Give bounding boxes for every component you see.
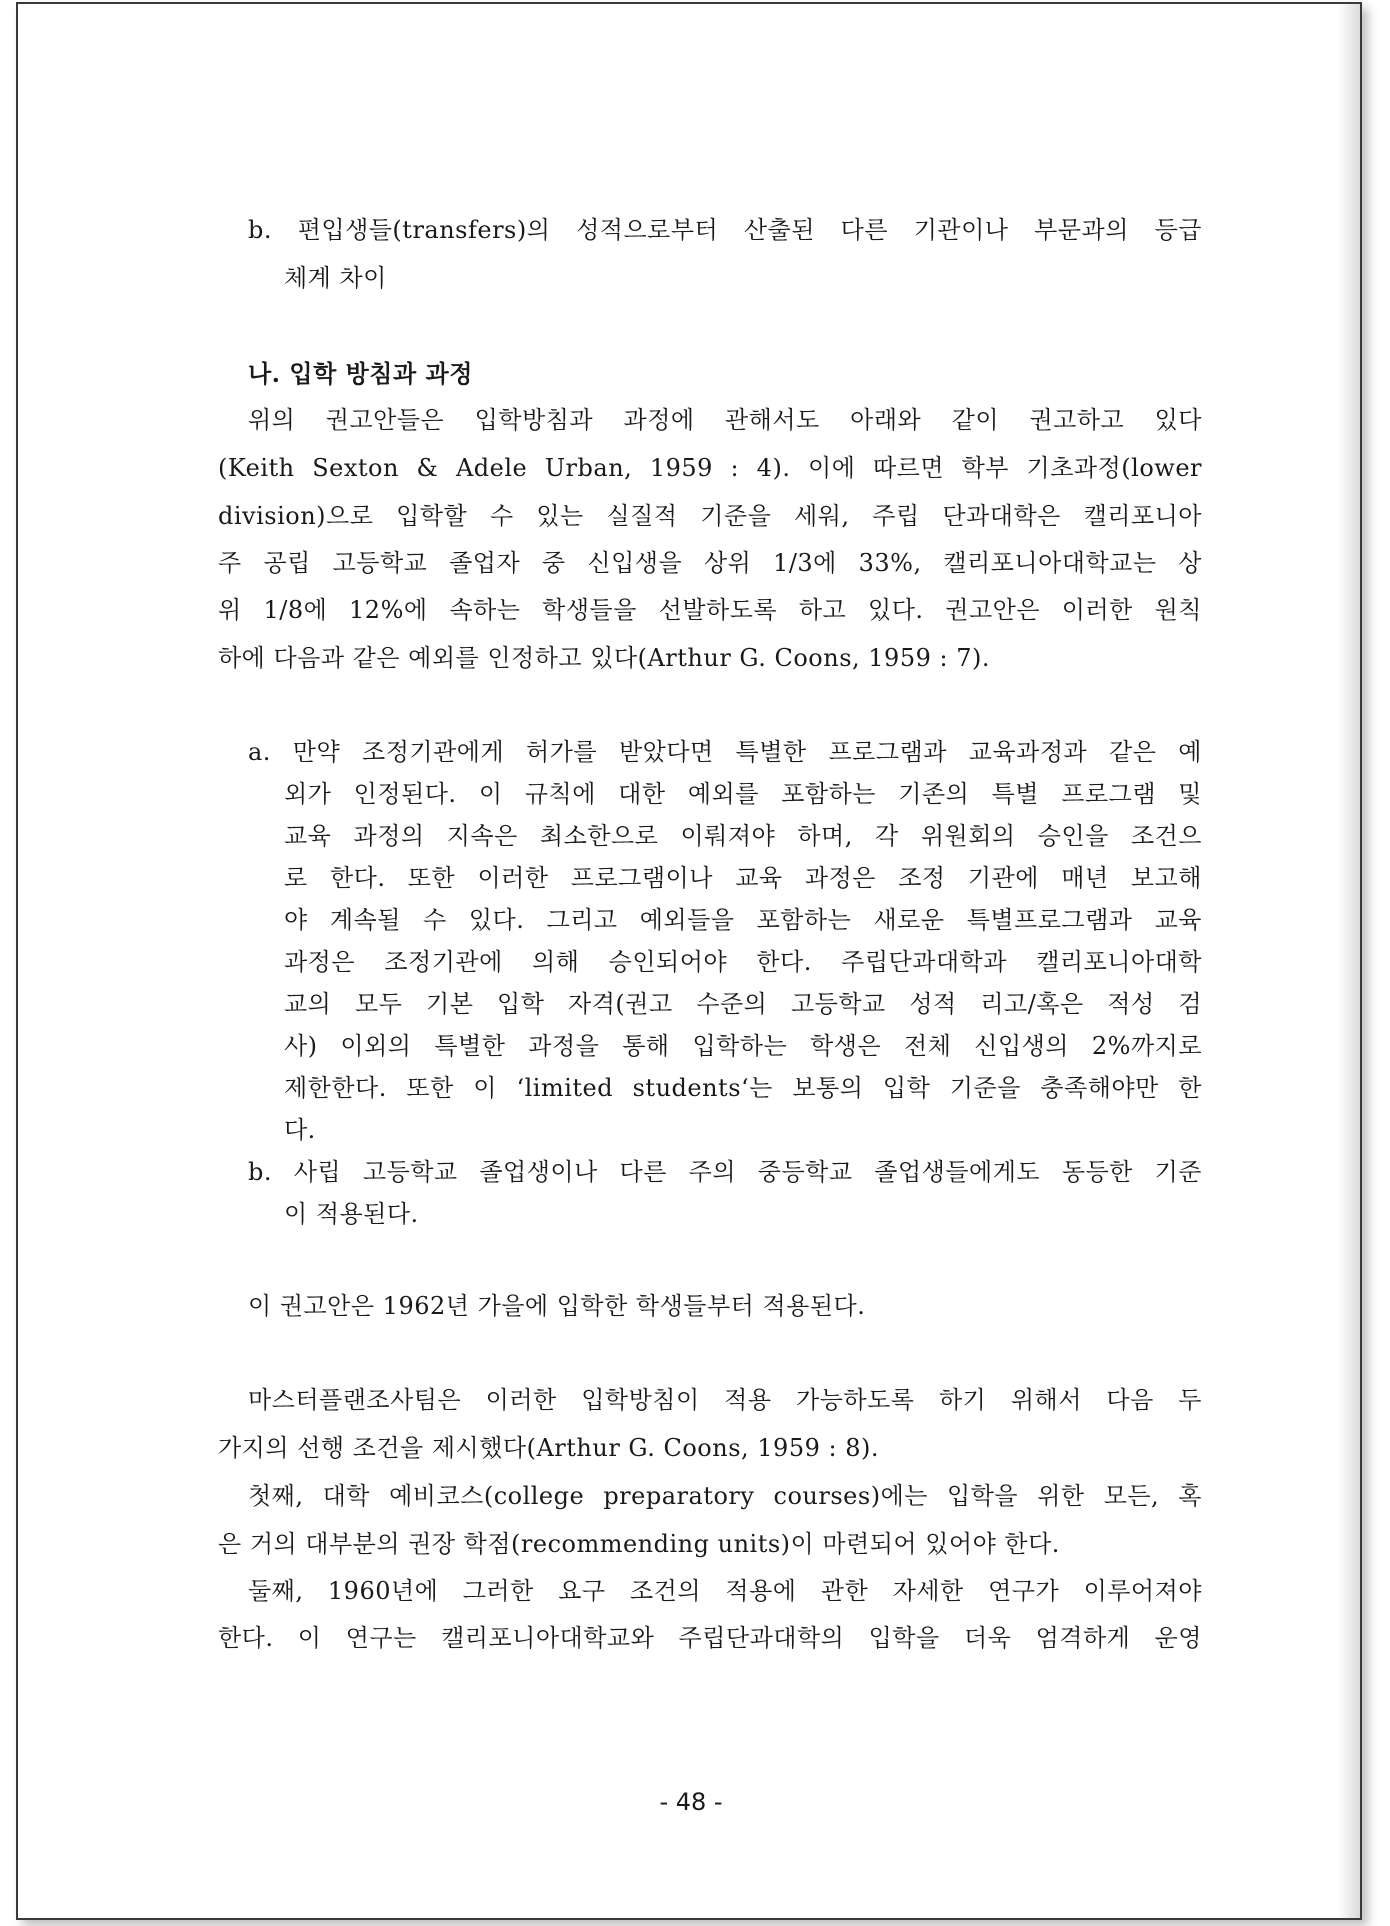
text-line: 위의 권고안들은 입학방침과 과정에 관해서도 아래와 같이 권고하고 있다: [248, 406, 1202, 434]
page-number: - 48 -: [659, 1788, 723, 1816]
text-line: division)으로 입학할 수 있는 실질적 기준을 세워, 주립 단과대학은 캘리포니아: [218, 502, 1202, 530]
text-line: 야 계속될 수 있다. 그리고 예외들을 포함하는 새로운 특별프로그램과 교육: [284, 906, 1202, 934]
text-line: 다.: [284, 1116, 316, 1144]
text-line: 한다. 이 연구는 캘리포니아대학교와 주립단과대학의 입학을 더욱 엄격하게 운영: [218, 1624, 1202, 1652]
text-line: 둘째, 1960년에 그러한 요구 조건의 적용에 관한 자세한 연구가 이루어져야: [248, 1577, 1202, 1605]
text-line: 교의 모두 기본 입학 자격(권고 수준의 고등학교 성적 리고/혹은 적성 검: [284, 990, 1202, 1018]
text-line: b. 편입생들(transfers)의 성적으로부터 산출된 다른 기관이나 부문과의 등급: [248, 216, 1202, 244]
text-line: 체계 차이: [284, 264, 387, 292]
text-line: 사) 이외의 특별한 과정을 통해 입학하는 학생은 전체 신입생의 2%까지로: [284, 1032, 1202, 1060]
text-line: (Keith Sexton & Adele Urban, 1959 : 4). 이에 따르면 학부 기초과정(lower: [218, 454, 1202, 482]
text-line: 제한한다. 또한 이 ‘limited students‘는 보통의 입학 기준을 충족해야만 한: [284, 1074, 1202, 1102]
text-line: 은 거의 대부분의 권장 학점(recommending units)이 마련되어 있어야 한다.: [218, 1530, 1060, 1558]
text-line: 하에 다음과 같은 예외를 인정하고 있다(Arthur G. Coons, 1959 : 7).: [218, 644, 990, 672]
text-line: 과정은 조정기관에 의해 승인되어야 한다. 주립단과대학과 캘리포니아대학: [284, 948, 1202, 976]
text-line: 주 공립 고등학교 졸업자 중 신입생을 상위 1/3에 33%, 캘리포니아대학교는 상: [218, 549, 1202, 577]
text-line: 이 적용된다.: [284, 1200, 419, 1228]
text-line: b. 사립 고등학교 졸업생이나 다른 주의 중등학교 졸업생들에게도 동등한 기준: [248, 1158, 1202, 1186]
text-line: 위 1/8에 12%에 속하는 학생들을 선발하도록 하고 있다. 권고안은 이러한 원칙: [218, 596, 1202, 624]
text-line: 첫째, 대학 예비코스(college preparatory courses)에는 입학을 위한 모든, 혹: [248, 1482, 1202, 1510]
text-line: a. 만약 조정기관에게 허가를 받았다면 특별한 프로그램과 교육과정과 같은 예: [248, 738, 1202, 766]
text-line: 교육 과정의 지속은 최소한으로 이뤄져야 하며, 각 위원회의 승인을 조건으: [284, 822, 1202, 850]
page-edge-shadow: [1338, 4, 1360, 1918]
text-line: 마스터플랜조사팀은 이러한 입학방침이 적용 가능하도록 하기 위해서 다음 두: [248, 1386, 1202, 1414]
section-heading: 나. 입학 방침과 과정: [248, 359, 473, 388]
document-page: [16, 2, 1362, 1920]
text-line: 가지의 선행 조건을 제시했다(Arthur G. Coons, 1959 : 8).: [218, 1434, 879, 1462]
text-line: 외가 인정된다. 이 규칙에 대한 예외를 포함하는 기존의 특별 프로그램 및: [284, 780, 1202, 808]
text-line: 이 권고안은 1962년 가을에 입학한 학생들부터 적용된다.: [248, 1292, 866, 1320]
text-line: 로 한다. 또한 이러한 프로그램이나 교육 과정은 조정 기관에 매년 보고해: [284, 864, 1202, 892]
